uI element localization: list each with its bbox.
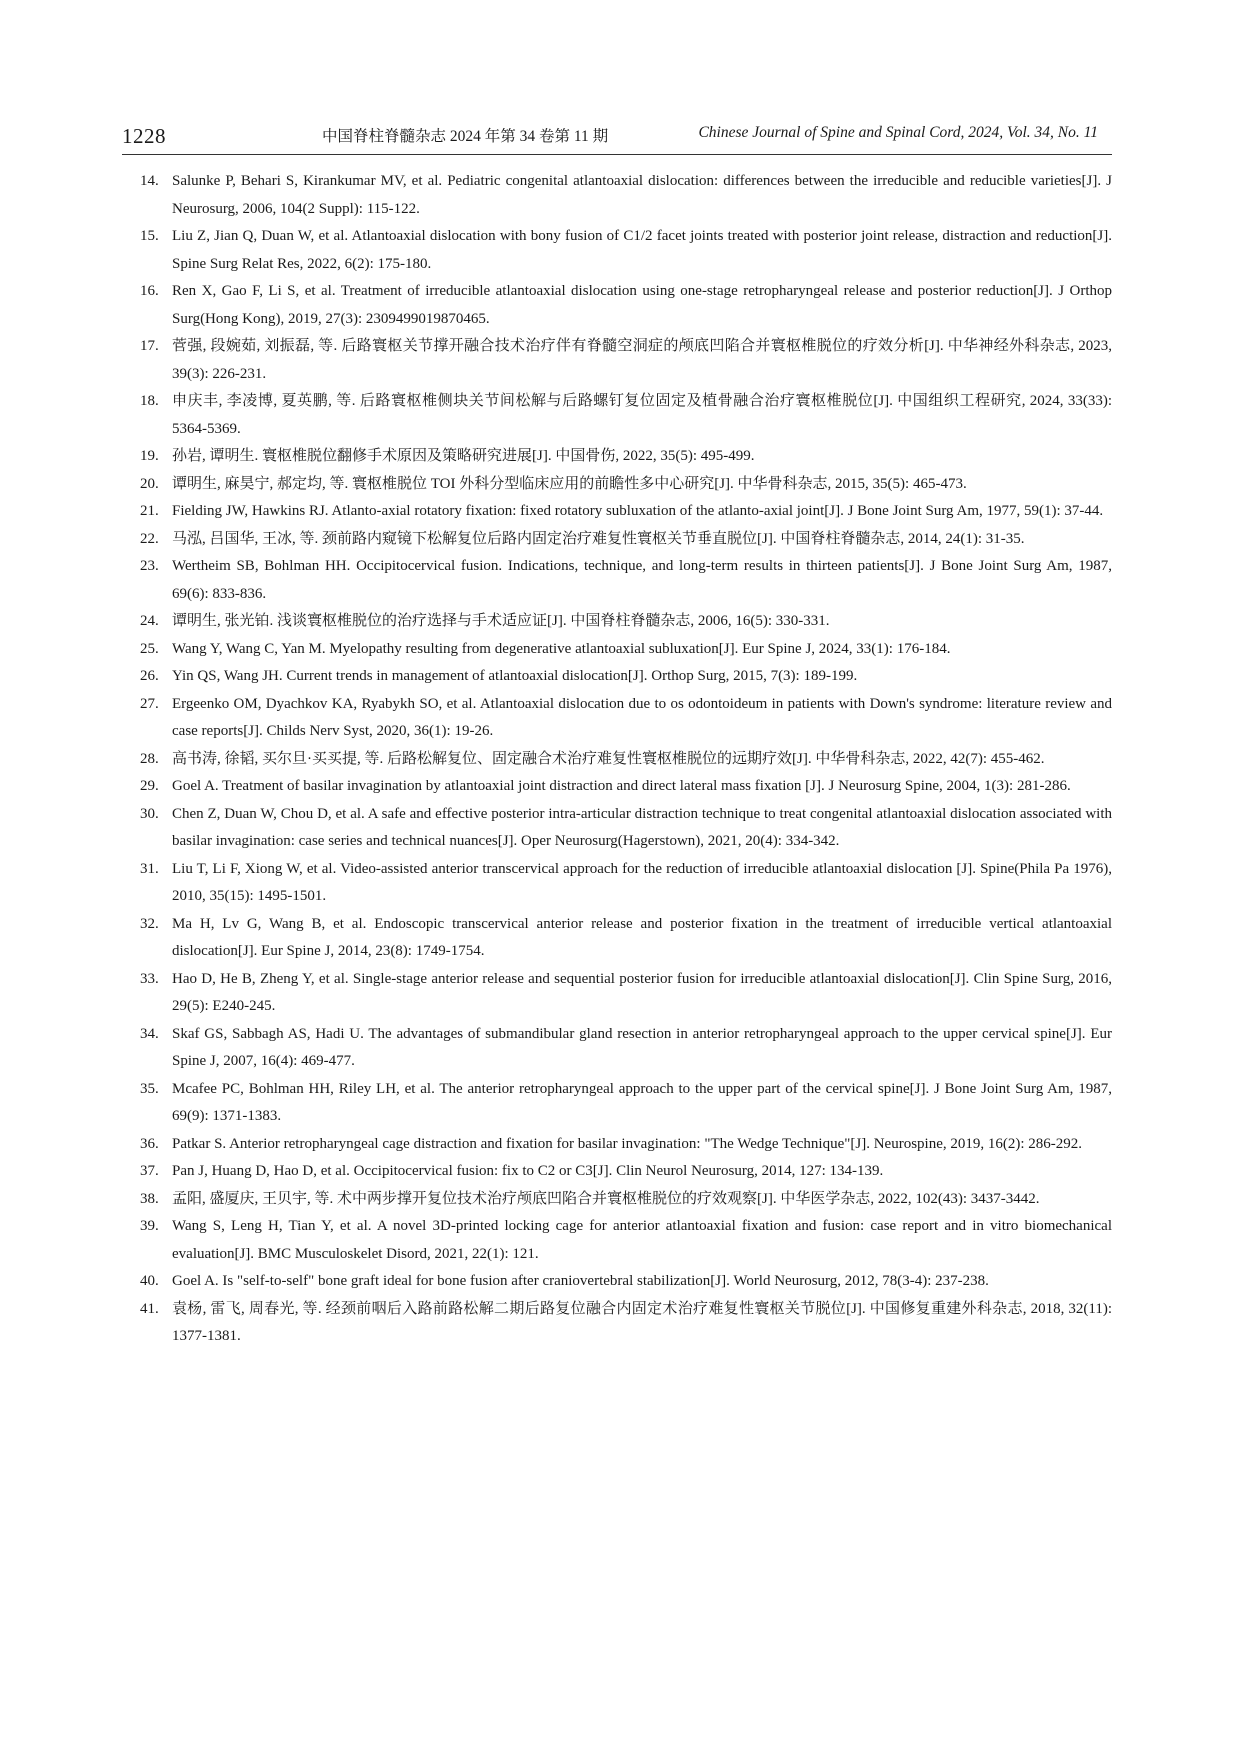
reference-text: Wang S, Leng H, Tian Y, et al. A novel 3D-printed locking cage for anterior atlantoaxial fixation and fusion: case report and in vitro biomechanical evaluation[J]. BMC Musculoskelet Disord, 2021, 22(1): 121.	[172, 1218, 1112, 1262]
reference-item	[140, 1021, 1112, 1076]
reference-item	[140, 746, 1112, 774]
reference-number: 31.	[140, 860, 159, 877]
reference-text: Skaf GS, Sabbagh AS, Hadi U. The advantages of submandibular gland resection in anterior retropharyngeal approach to the upper cervical spine[J]. Eur Spine J, 2007, 16(4): 469-477.	[172, 1025, 1112, 1069]
reference-item	[140, 1186, 1112, 1214]
reference-number: 35.	[140, 1080, 159, 1097]
reference-text: Salunke P, Behari S, Kirankumar MV, et al. Pediatric congenital atlantoaxial dislocation: differences between the irreducible and reducible varieties[J]. J Neurosurg, 2006, 104(2 Suppl): 115-122.	[172, 173, 1112, 217]
reference-number: 20.	[140, 475, 159, 492]
reference-item	[140, 1158, 1112, 1186]
reference-item	[140, 223, 1112, 278]
reference-text: 马泓, 吕国华, 王冰, 等. 颈前路内窥镜下松解复位后路内固定治疗难复性寰枢关节垂直脱位[J]. 中国脊柱脊髓杂志, 2014, 24(1): 31-35.	[172, 530, 1025, 547]
reference-item	[140, 636, 1112, 664]
reference-text: 申庆丰, 李凌博, 夏英鹏, 等. 后路寰枢椎侧块关节间松解与后路螺钉复位固定及植骨融合治疗寰枢椎脱位[J]. 中国组织工程研究, 2024, 33(33): 5364-5369.	[172, 393, 1112, 437]
reference-text: Wertheim SB, Bohlman HH. Occipitocervical fusion. Indications, technique, and long-term results in thirteen patients[J]. J Bone Joint Surg Am, 1987, 69(6): 833-836.	[172, 558, 1112, 602]
reference-text: Ergeenko OM, Dyachkov KA, Ryabykh SO, et al. Atlantoaxial dislocation due to os odontoideum in patients with Down's syndrome: literature review and case reports[J]. Childs Nerv Syst, 2020, 36(1): 19-26.	[172, 695, 1112, 739]
reference-text: 高书涛, 徐韬, 买尔旦·买买提, 等. 后路松解复位、固定融合术治疗难复性寰枢椎脱位的远期疗效[J]. 中华骨科杂志, 2022, 42(7): 455-462.	[172, 750, 1045, 767]
reference-number: 40.	[140, 1273, 159, 1289]
reference-item	[140, 966, 1112, 1021]
reference-item	[140, 1296, 1112, 1351]
reference-text: Ren X, Gao F, Li S, et al. Treatment of irreducible atlantoaxial dislocation using one-stage retropharyngeal release and posterior reduction[J]. J Orthop Surg(Hong Kong), 2019, 27(3): 2309499019870465.	[172, 283, 1112, 327]
reference-number: 21.	[140, 503, 159, 519]
reference-item	[140, 1076, 1112, 1131]
reference-list	[140, 168, 1112, 1351]
reference-number: 34.	[140, 1025, 159, 1042]
reference-text: Mcafee PC, Bohlman HH, Riley LH, et al. The anterior retropharyngeal approach to the upper part of the cervical spine[J]. J Bone Joint Surg Am, 1987, 69(9): 1371-1383.	[172, 1080, 1112, 1124]
reference-number: 39.	[140, 1218, 159, 1234]
reference-text: 谭明生, 麻昊宁, 郝定均, 等. 寰枢椎脱位 TOI 外科分型临床应用的前瞻性多中心研究[J]. 中华骨科杂志, 2015, 35(5): 465-473.	[172, 475, 967, 492]
reference-number: 17.	[140, 338, 159, 354]
reference-number: 29.	[140, 778, 159, 794]
reference-item	[140, 168, 1112, 223]
reference-item	[140, 691, 1112, 746]
reference-item	[140, 278, 1112, 333]
reference-item	[140, 608, 1112, 636]
reference-text: 袁杨, 雷飞, 周春光, 等. 经颈前咽后入路前路松解二期后路复位融合内固定术治疗难复性寰枢关节脱位[J]. 中国修复重建外科杂志, 2018, 32(11): 1377-1381.	[172, 1300, 1112, 1344]
reference-item	[140, 911, 1112, 966]
page-number: 1228	[122, 124, 166, 148]
reference-number: 41.	[140, 1300, 159, 1317]
reference-item	[140, 498, 1112, 526]
reference-number: 18.	[140, 393, 159, 409]
reference-text: Pan J, Huang D, Hao D, et al. Occipitocervical fusion: fix to C2 or C3[J]. Clin Neurol Neurosurg, 2014, 127: 134-139.	[172, 1163, 884, 1179]
reference-text: Liu Z, Jian Q, Duan W, et al. Atlantoaxial dislocation with bony fusion of C1/2 facet joints treated with posterior joint release, distraction and reduction[J]. Spine Surg Relat Res, 2022, 6(2): 175-180.	[172, 228, 1112, 272]
reference-text: Hao D, He B, Zheng Y, et al. Single-stage anterior release and sequential posterior fusion for irreducible atlantoaxial dislocation[J]. Clin Spine Surg, 2016, 29(5): E240-245.	[172, 970, 1112, 1014]
reference-text: 菅强, 段婉茹, 刘振磊, 等. 后路寰枢关节撑开融合技术治疗伴有脊髓空洞症的颅底凹陷合并寰枢椎脱位的疗效分析[J]. 中华神经外科杂志, 2023, 39(3): 226-231.	[172, 338, 1112, 382]
reference-text: 孟阳, 盛厦庆, 王贝宇, 等. 术中两步撑开复位技术治疗颅底凹陷合并寰枢椎脱位的疗效观察[J]. 中华医学杂志, 2022, 102(43): 3437-3442.	[172, 1190, 1040, 1207]
reference-number: 37.	[140, 1163, 159, 1179]
reference-text: Patkar S. Anterior retropharyngeal cage distraction and fixation for basilar invagination: "The Wedge Technique"[J]. Neurospine, 2019, 16(2): 286-292.	[172, 1135, 1083, 1152]
reference-item	[140, 471, 1112, 499]
reference-item	[140, 1268, 1112, 1296]
reference-item	[140, 1213, 1112, 1268]
journal-title-chinese: 中国脊柱脊髓杂志 2024 年第 34 卷第 11 期	[322, 128, 609, 145]
reference-item	[140, 856, 1112, 911]
reference-number: 32.	[140, 915, 159, 932]
reference-text: Fielding JW, Hawkins RJ. Atlanto-axial rotatory fixation: fixed rotatory subluxation of the atlanto-axial joint[J]. J Bone Joint Surg Am, 1977, 59(1): 37-44.	[172, 503, 1104, 519]
reference-item	[140, 443, 1112, 471]
reference-number: 23.	[140, 558, 159, 574]
reference-text: Ma H, Lv G, Wang B, et al. Endoscopic transcervical anterior release and posterior fixation in the treatment of irreducible vertical atlantoaxial dislocation[J]. Eur Spine J, 2014, 23(8): 1749-1754.	[172, 915, 1112, 959]
reference-item	[140, 663, 1112, 691]
reference-item	[140, 526, 1112, 554]
journal-title-english: Chinese Journal of Spine and Spinal Cord, 2024, Vol. 34, No. 11	[698, 124, 1098, 141]
reference-item	[140, 1131, 1112, 1159]
reference-number: 26.	[140, 668, 159, 684]
reference-number: 27.	[140, 695, 159, 712]
reference-number: 16.	[140, 283, 159, 299]
reference-text: 孙岩, 谭明生. 寰枢椎脱位翻修手术原因及策略研究进展[J]. 中国骨伤, 2022, 35(5): 495-499.	[172, 448, 755, 464]
reference-number: 22.	[140, 530, 159, 547]
reference-number: 24.	[140, 613, 159, 629]
running-header	[122, 120, 1112, 155]
reference-text: Liu T, Li F, Xiong W, et al. Video-assisted anterior transcervical approach for the reduction of irreducible atlantoaxial dislocation [J]. Spine(Phila Pa 1976), 2010, 35(15): 1495-1501.	[172, 860, 1112, 904]
reference-number: 25.	[140, 640, 159, 657]
reference-number: 15.	[140, 228, 159, 244]
reference-number: 36.	[140, 1135, 159, 1152]
reference-item	[140, 801, 1112, 856]
reference-item	[140, 388, 1112, 443]
reference-text: Chen Z, Duan W, Chou D, et al. A safe and effective posterior intra-articular distraction technique to treat congenital atlantoaxial dislocation associated with basilar invagination: case series and technical nuances[J]. Oper Neurosurg(Hagerstown), 2021, 20(4): 334-342.	[172, 805, 1112, 849]
reference-text: Goel A. Treatment of basilar invagination by atlantoaxial joint distraction and direct lateral mass fixation [J]. J Neurosurg Spine, 2004, 1(3): 281-286.	[172, 778, 1071, 794]
reference-text: Yin QS, Wang JH. Current trends in management of atlantoaxial dislocation[J]. Orthop Surg, 2015, 7(3): 189-199.	[172, 668, 858, 684]
reference-item	[140, 773, 1112, 801]
reference-number: 38.	[140, 1190, 159, 1207]
reference-number: 28.	[140, 750, 159, 767]
reference-text: 谭明生, 张光铂. 浅谈寰枢椎脱位的治疗选择与手术适应证[J]. 中国脊柱脊髓杂志, 2006, 16(5): 330-331.	[172, 613, 830, 629]
reference-number: 14.	[140, 173, 159, 189]
reference-text: Wang Y, Wang C, Yan M. Myelopathy resulting from degenerative atlantoaxial subluxation[J]. Eur Spine J, 2024, 33(1): 176-184.	[172, 640, 951, 657]
reference-item	[140, 553, 1112, 608]
reference-number: 30.	[140, 805, 159, 822]
reference-number: 19.	[140, 448, 159, 464]
reference-text: Goel A. Is "self-to-self" bone graft ideal for bone fusion after craniovertebral stabilization[J]. World Neurosurg, 2012, 78(3-4): 237-238.	[172, 1273, 989, 1289]
reference-number: 33.	[140, 970, 159, 987]
reference-item	[140, 333, 1112, 388]
